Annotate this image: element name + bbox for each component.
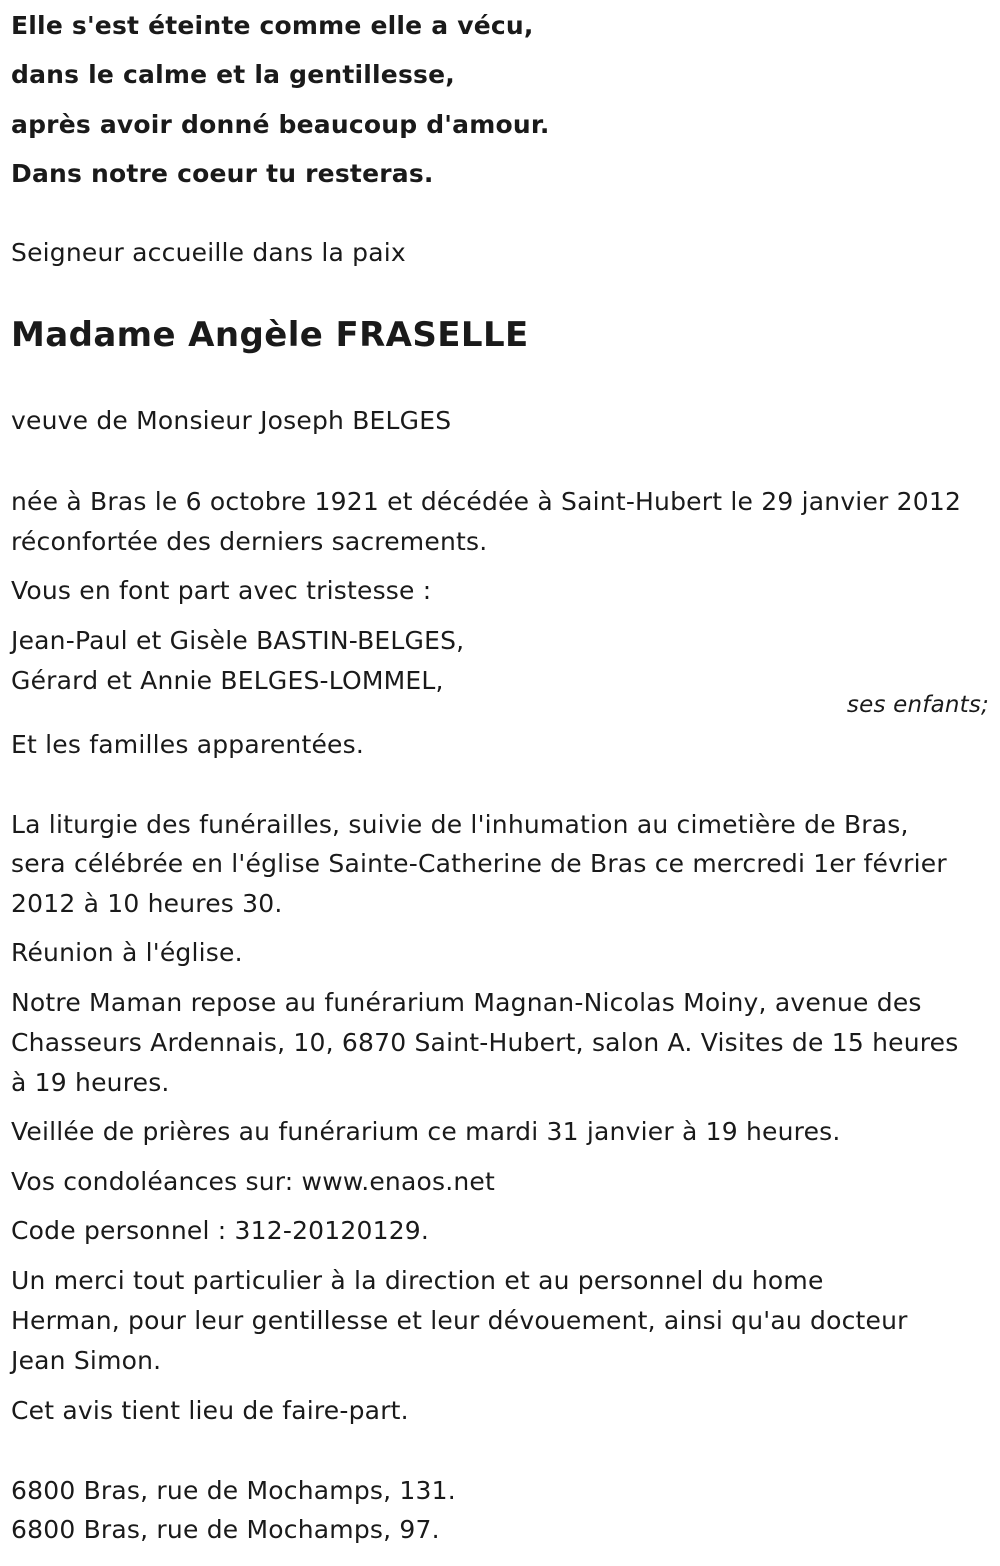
- funeral-home-line: à 19 heures.: [11, 1068, 170, 1097]
- funeral-home-line: Chasseurs Ardennais, 10, 6870 Saint-Hubert, salon A. Visites de 15 heures: [11, 1028, 959, 1057]
- vigil-text: Veillée de prières au funérarium ce mardi 31 janvier à 19 heures.: [11, 1117, 841, 1146]
- child-line: Jean-Paul et Gisèle BASTIN-BELGES,: [11, 626, 465, 655]
- address-line: 6800 Bras, rue de Mochamps, 131.: [11, 1476, 456, 1505]
- condolences-text: Vos condoléances sur: www.enaos.net: [11, 1167, 495, 1196]
- personal-code-text: Code personnel : 312-20120129.: [11, 1216, 430, 1245]
- liturgy-line: sera célébrée en l'église Sainte-Catherine de Bras ce mercredi 1er février: [11, 849, 947, 878]
- liturgy-line: 2012 à 10 heures 30.: [11, 889, 283, 918]
- funeral-home-line: Notre Maman repose au funérarium Magnan-Nicolas Moiny, avenue des: [11, 988, 922, 1017]
- epitaph-line: Dans notre coeur tu resteras.: [11, 159, 434, 188]
- liturgy-line: La liturgie des funérailles, suivie de l'inhumation au cimetière de Bras,: [11, 810, 909, 839]
- notice-text: Cet avis tient lieu de faire-part.: [11, 1396, 409, 1425]
- thanks-line: Un merci tout particulier à la direction et au personnel du home: [11, 1266, 824, 1295]
- epitaph-line: après avoir donné beaucoup d'amour.: [11, 110, 550, 139]
- announcement-text: Vous en font part avec tristesse :: [11, 576, 432, 605]
- thanks-line: Herman, pour leur gentillesse et leur dévouement, ainsi qu'au docteur: [11, 1306, 908, 1335]
- child-line: Gérard et Annie BELGES-LOMMEL,: [11, 666, 444, 695]
- address-line: 6800 Bras, rue de Mochamps, 97.: [11, 1515, 440, 1544]
- prayer-text: Seigneur accueille dans la paix: [11, 238, 406, 267]
- thanks-line: Jean Simon.: [11, 1346, 162, 1375]
- deceased-name: Madame Angèle FRASELLE: [11, 315, 529, 355]
- epitaph-line: dans le calme et la gentillesse,: [11, 60, 455, 89]
- children-label: ses enfants;: [846, 692, 989, 718]
- families-text: Et les familles apparentées.: [11, 730, 364, 759]
- sacraments-text: réconfortée des derniers sacrements.: [11, 527, 488, 556]
- meeting-text: Réunion à l'église.: [11, 938, 243, 967]
- widow-of-text: veuve de Monsieur Joseph BELGES: [11, 406, 452, 435]
- epitaph-line: Elle s'est éteinte comme elle a vécu,: [11, 11, 534, 40]
- birth-death-text: née à Bras le 6 octobre 1921 et décédée à Saint-Hubert le 29 janvier 2012: [11, 487, 962, 516]
